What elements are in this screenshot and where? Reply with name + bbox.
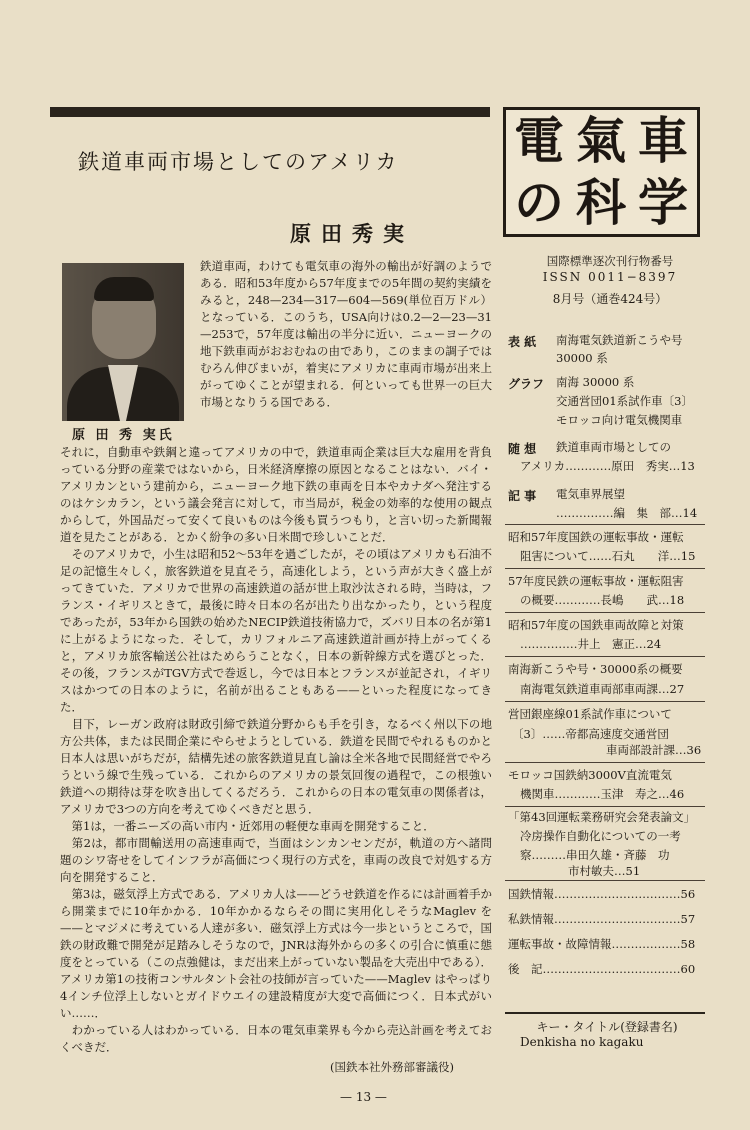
toc-entry-line: 「第43回運転業務研究会発表論文」 [508,810,696,824]
key-title-value: Denkisha no kagaku [520,1035,644,1049]
toc-cover-line: 30000 系 [556,351,608,365]
toc-tail-line: 後 記………………………………60 [508,962,696,976]
issn-number: ISSN 0011−8397 [542,270,678,284]
toc-graph-line: 交通営団01系試作車〔3〕 [556,394,693,408]
toc-divider [505,568,705,569]
logo-char: 車 [638,112,688,170]
toc-divider [505,762,705,763]
article-title: 鉄道車両市場としてのアメリカ [78,150,399,174]
toc-entry-line: 昭和57年度国鉄の運転事故・運転 [508,530,684,544]
toc-graph-label: グラフ [508,377,545,391]
toc-article-label: 記 事 [508,489,537,503]
toc-entry-line: 昭和57年度の国鉄車両故障と対策 [508,618,684,632]
key-title-rule [505,1012,705,1014]
toc-tail-line: 運転事故・故障情報………………58 [508,937,696,951]
key-title-label: キー・タイトル(登録書名) [536,1020,678,1034]
toc-divider [505,524,705,525]
logo-char: 電 [514,112,564,170]
issue-number: 8月号（通巻424号） [552,292,668,306]
toc-cover-label: 表 紙 [508,335,537,349]
toc-divider [505,612,705,613]
toc-entry-line: 営団銀座線01系試作車について [508,707,672,721]
toc-tail-line: 国鉄情報……………………………56 [508,887,696,901]
toc-divider [505,880,705,881]
toc-entry-line: 市村敏夫…51 [568,864,641,878]
toc-entry-line: 察………串田久雄・斉藤 功 [520,848,670,862]
issn-label: 国際標準逐次刊行物番号 [546,254,674,268]
toc-entry-line: ……………井上 憲正…24 [520,637,662,651]
toc-entry-line: の概要…………長嶋 武…18 [520,593,685,607]
toc-cover-line: 南海電気鉄道新こうや号 [556,333,683,347]
author-name: 原田秀実 [290,221,414,246]
toc-entry-line: 阻害について……石丸 洋…15 [520,549,696,563]
logo-char: の [514,174,564,232]
logo-char: 科 [576,174,626,232]
article-lead-paragraph: 鉄道車両，わけても電気車の海外の輸出が好調のようである．昭和53年度から57年度までの5年間の契約実績をみると，248—234—317—604—569(単位百万ドル）となっている．このうち，USA向けは0.2—2—23—31—253で，57年度は輸出の半分に近い．ニューヨークの地下鉄車両がおおむねの由であり，このままの調子ではむろん伸びまいが，着実にアメリカに車両市場が出来上がってゆくことが望まれる．何といっても世界一の巨大市場となりうる国である． [200,259,492,409]
toc-entry-line: 〔3〕……帝都高速度交通営団 [512,727,669,741]
photo-caption: 原 田 秀 実氏 [72,428,175,443]
toc-entry-line: 南海電気鉄道車両部車両課…27 [520,682,685,696]
toc-entry-line: モロッコ国鉄納3000V直流電気 [508,768,672,782]
toc-entry-line: 機関車…………玉津 寿之…46 [520,787,685,801]
toc-article-line: 電気車界展望 [556,487,625,501]
toc-essay-label: 随 想 [508,442,537,456]
toc-essay-line: アメリカ…………原田 秀実…13 [520,459,695,473]
magazine-logo [503,107,700,237]
author-photo [62,263,184,421]
author-affiliation: (国鉄本社外務部審議役) [330,1060,454,1074]
toc-divider [505,701,705,702]
toc-graph-line: モロッコ向け電気機関車 [556,413,683,427]
logo-char: 学 [638,174,688,232]
title-rule [50,107,490,117]
toc-entry-line: 冷房操作自動化についての一考 [520,829,681,843]
toc-essay-line: 鉄道車両市場としての [556,440,671,454]
toc-divider [505,656,705,657]
toc-tail-line: 私鉄情報……………………………57 [508,912,696,926]
toc-article-line: ……………編 集 部…14 [556,506,698,520]
page-number: — 13 — [340,1090,387,1104]
toc-entry-line: 車両部設計課…36 [606,743,702,757]
toc-graph-line: 南海 30000 系 [556,375,635,389]
toc-divider [505,806,705,807]
toc-entry-line: 南海新こうや号・30000系の概要 [508,662,683,676]
article-body: それに，自動車や鉄鋼と違ってアメリカの中で，鉄道車両企業は巨大な雇用を背負っている分野の産業ではないから，日米経済摩擦の原因となることはない．バイ・アメリカンという建前から，ニューヨーク地下鉄の車両を日本やカナダへ発注するのはケシカラン，という議会発言に対して，市当局が，税金の効率的な使用の観点からして，外国品だって安くて良いものは今後も買うつもり，と言い切った新聞報道を見たことがある．とかく紛争の多い日米間で珍しいことだ． そのアメリカで，小生は昭和52〜53年を過ごしたが，その頃はアメリカも石油不足の記憶生々しく，旅客鉄道を見直そう，高速化しよう，という声が大きく盛上がってきていた．アメリカで世界の高速鉄道の話が世上取沙汰される時，当時は，フランス・イギリスときて，最後に時々日本の名が出たり出なかったり，という程度であったが，53年から国鉄の始めたNECIP鉄道技術協力で，ズバリ日本の名が第1に上がるようになった．そして，カリフォルニア高速鉄道計画が持上がってくると，アメリカ旅客輸送公社はためらうことなく，日本の新幹線方式を選びとった．その後，フランスがTGV方式で巻返し，今では日本とフランスが並記され，イギリスはかつての日本のように，名前が出ることもある——といった程度になってきた． 目下，レーガン政府は財政引締で鉄道分野からも手を引き，なるべく州以下の地方公共体，または民間企業にやらせようとしている．鉄道を民間でやれるものかと日本人は思いがちだが，結構先述の旅客鉄道見直し論は全米各地で民間経営でやろうという線で生残っている．これからのアメリカの景気回復の過程で，この根強い鉄道への期待は芽を吹き出してくるだろう．これからの日本の電気車の関係者は，アメリカで3つの方向を考えてゆくべきだと思う． 第1は，一番ニーズの高い市内・近郊用の軽便な車両を開発すること． 第2は，都市間輸送用の高速車両で，当面はシンカンセンだが，軌道の方へ諸問題のシワ寄せをしてインフラが高価につく現行の方式を，車両の改良で対処する方向を開発すること． 第3は，磁気浮上方式である．アメリカ人は——どうせ鉄道を作るには計画着手から開業までに10年かかる．10年かかるならその間に実用化しそうなMaglev を——とマジメに考えている人達が多い．磁気浮上方式は今一歩というところで，国鉄の財政難で開発が足踏みしそうなので，JNRは海外からの多くの引合に慎重に態度をとっている（この点強健は，まだ出来上がっていない製品を大売出中である）．アメリカ第1の技術コンサルタント会社の技師が言っていた——Maglev はやっぱり4インチ位浮上しないとガイドウエイの建設精度が大変で高価につく．日本式がいい……． わかっている人はわかっている．日本の電気車業界も今から売込計画を考えておくべきだ． [60,445,493,1054]
logo-char: 氣 [576,112,626,170]
toc-entry-line: 57年度民鉄の運転事故・運転阻害 [508,574,684,588]
